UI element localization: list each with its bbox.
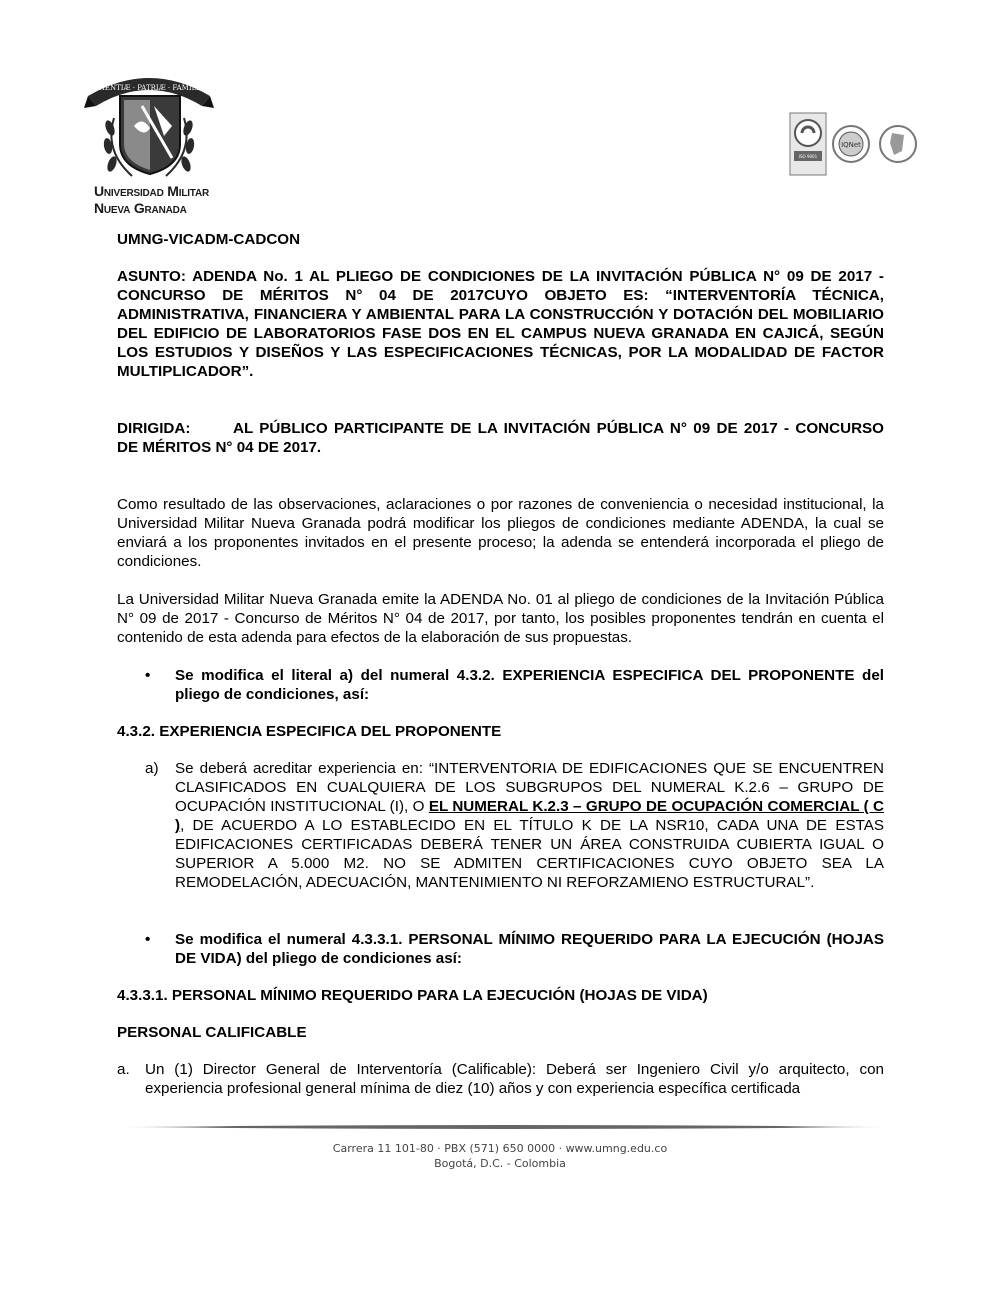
bullet-icon: • [145,667,151,684]
list-item-director [117,1060,884,1098]
footer-city: Bogotá, D.C. - Colombia [434,1157,566,1170]
item-a-text-part1: Se deberá acreditar experiencia en: “INTERVENTORIA DE EDIFICACIONES QUE SE ENCUENTREN CLASIFICADOS EN CUALQUIERA DE LOS SUBGRUPOS DEL NUMERAL K.2.6 – GRUPO DE OCUPACIÓN INSTITUCIONAL (I), O [175,760,884,815]
logo-motto: SCIENTIÆ · PATRIÆ · FAMILIÆ [91,84,207,92]
university-name-line2: Nueva Granada [94,200,187,216]
section-title-personal-calificable: PERSONAL CALIFICABLE [117,1024,307,1041]
page-footer [0,1141,1000,1171]
list-item-a [117,759,884,892]
modification-bullet-2 [117,930,884,968]
document-reference: UMNG-VICADM-CADCON [117,231,301,248]
item-a-underlined-text: EL NUMERAL K.2.3 – GRUPO DE OCUPACIÓN COMERCIAL ( C ) [175,798,885,834]
university-name [94,183,244,217]
document-subject: ASUNTO: ADENDA No. 1 AL PLIEGO DE CONDICIONES DE LA INVITACIÓN PÚBLICA N° 09 DE 2017 - CONCURSO DE MÉRITOS N° 04 DE 2017CUYO OBJETO ES: “INTERVENTORÍA TÉCNICA, ADMINISTRATIVA, FINANCIERA Y AMBIENTAL PARA LA CONSTRUCCIÓN Y DOTACIÓN DEL MOBILIARIO DEL EDIFICIO DE LABORATORIOS FASE DOS EN EL CAMPUS NUEVA GRANADA EN CAJICÁ, SEGÚN LOS ESTUDIOS Y DISEÑOS Y LAS ESPECIFICACIONES TÉCNICAS, POR LA MODALIDAD DE FACTOR MULTIPLICADOR”. [117,268,884,380]
cert-text: ISO 9001 [798,154,818,159]
item-b-text: Un (1) Director General de Interventoría (Calificable): Deberá ser Ingeniero Civil y/o arquitecto, con experiencia profesional general mínima de diez (10) años y con experiencia específica certificada [145,1061,884,1097]
intro-paragraph: Como resultado de las observaciones, aclaraciones o por razones de conveniencia o necesidad institucional, la Universidad Militar Nueva Granada podrá modificar los pliegos de condiciones mediante ADENDA, la cual se enviará a los proponentes invitados en el presente proceso; la adenda se entenderá incorporada el pliego de condiciones. [117,496,884,570]
certification-seals [788,111,924,179]
item-a-label: a) [145,760,159,777]
document-body [117,230,884,1098]
bullet-1-text: Se modifica el literal a) del numeral 4.3.2. EXPERIENCIA ESPECIFICA DEL PROPONENTE del pliego de condiciones, así: [175,667,884,703]
adenda-paragraph: La Universidad Militar Nueva Granada emite la ADENDA No. 01 al pliego de condiciones de la Invitación Pública N° 09 de 2017 - Concurso de Méritos N° 04 de 2017, por tanto, los posibles proponentes tendrán en cuenta el contenido de esta adenda para efectos de la elaboración de sus propuestas. [117,591,884,646]
section-title-personal-minimo: 4.3.3.1. PERSONAL MÍNIMO REQUERIDO PARA LA EJECUCIÓN (HOJAS DE VIDA) [117,987,708,1004]
bullet-icon: • [145,931,151,948]
item-a-text-part2: , DE ACUERDO A LO ESTABLECIDO EN EL TÍTULO K DE LA NSR10, CADA UNA DE ESTAS EDIFICACIONES CERTIFICADAS DEBERÁ TENER UN ÁREA CONSTRUIDA CUBIERTA IGUAL O SUPERIOR A 5.000 M2. NO SE ADMITEN CERTIFICACIONES CUYO OBJETO SEA LA REMODELACIÓN, ADECUACIÓN, MANTENIMIENTO NI REFORZAMIENO ESTRUCTURAL”. [175,817,884,891]
addressee-label: DIRIGIDA: [117,420,191,437]
document-addressee [117,419,884,457]
item-b-label: a. [117,1061,130,1078]
addressee-text: AL PÚBLICO PARTICIPANTE DE LA INVITACIÓN PÚBLICA N° 09 DE 2017 - CONCURSO DE MÉRITOS N° 04 DE 2017. [117,420,884,456]
university-name-line1: Universidad Militar [94,183,210,199]
footer-address: Carrera 11 101-80 · PBX (571) 650 0000 · www.umng.edu.co [332,1142,668,1155]
footer-divider [118,1124,892,1130]
iqnet-seal-text: IQNet [841,141,861,149]
bullet-2-text: Se modifica el numeral 4.3.3.1. PERSONAL MÍNIMO REQUERIDO PARA LA EJECUCIÓN (HOJAS DE VIDA) del pliego de condiciones así: [175,931,884,967]
section-title-experiencia: 4.3.2. EXPERIENCIA ESPECIFICA DEL PROPONENTE [117,723,502,740]
modification-bullet-1 [117,666,884,704]
